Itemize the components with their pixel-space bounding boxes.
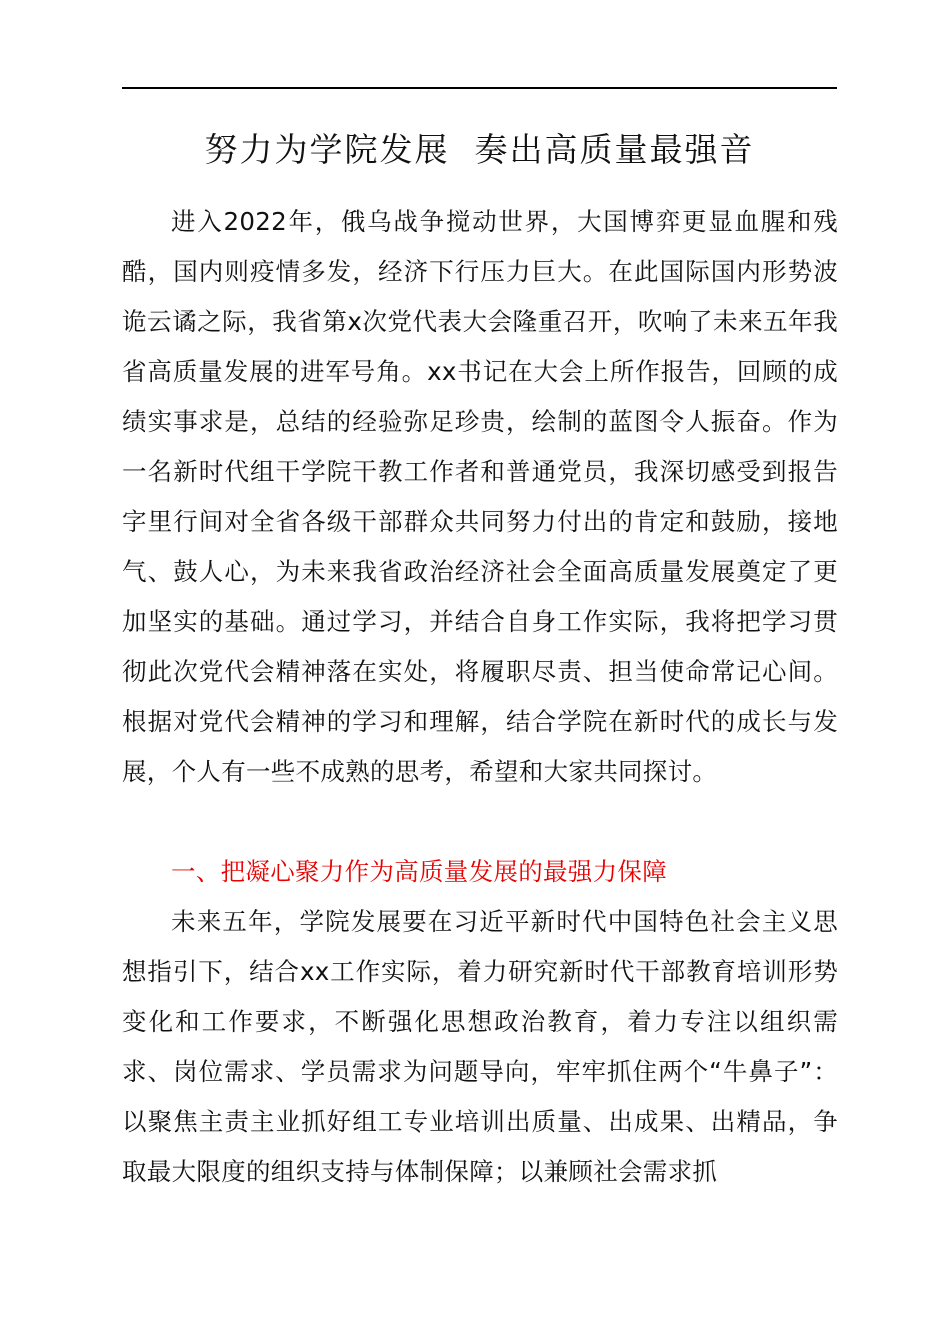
document-title: 努力为学院发展 奏出高质量最强音 [204,130,755,169]
intro-paragraph: 进入2022年，俄乌战争搅动世界，大国博弈更显血腥和残酷，国内则疫情多发，经济下行压力巨大。在此国际国内形势波诡云谲之际，我省第x次党代表大会隆重召开，吹响了未来五年我省高质量发展的进军号角。xx书记在大会上所作报告，回顾的成绩实事求是，总结的经验弥足珍贵，绘制的蓝图令人振奋。作为一名新时代组干学院干教工作者和普通党员，我深切感受到报告字里行间对全省各级干部群众共同努力付出的肯定和鼓励，接地气、鼓人心，为未来我省政治经济社会全面高质量发展奠定了更加坚实的基础。通过学习，并结合自身工作实际，我将把学习贯彻此次党代会精神落在实处，将履职尽责、担当使命常记心间。根据对党代会精神的学习和理解，结合学院在新时代的成长与发展，个人有一些不成熟的思考，希望和大家共同探讨。 [122,207,838,786]
section-heading-1: 一、把凝心聚力作为高质量发展的最强力保障 [171,857,667,886]
header-rule [122,87,837,89]
section-1-paragraph: 未来五年，学院发展要在习近平新时代中国特色社会主义思想指引下，结合xx工作实际，着力研究新时代干部教育培训形势变化和工作要求，不断强化思想政治教育，着力专注以组织需求、岗位需求、学员需求为问题导向，牢牢抓住两个“牛鼻子”：以聚焦主责主业抓好组工专业培训出质量、出成果、出精品，争取最大限度的组织支持与体制保障；以兼顾社会需求抓 [122,907,838,1186]
